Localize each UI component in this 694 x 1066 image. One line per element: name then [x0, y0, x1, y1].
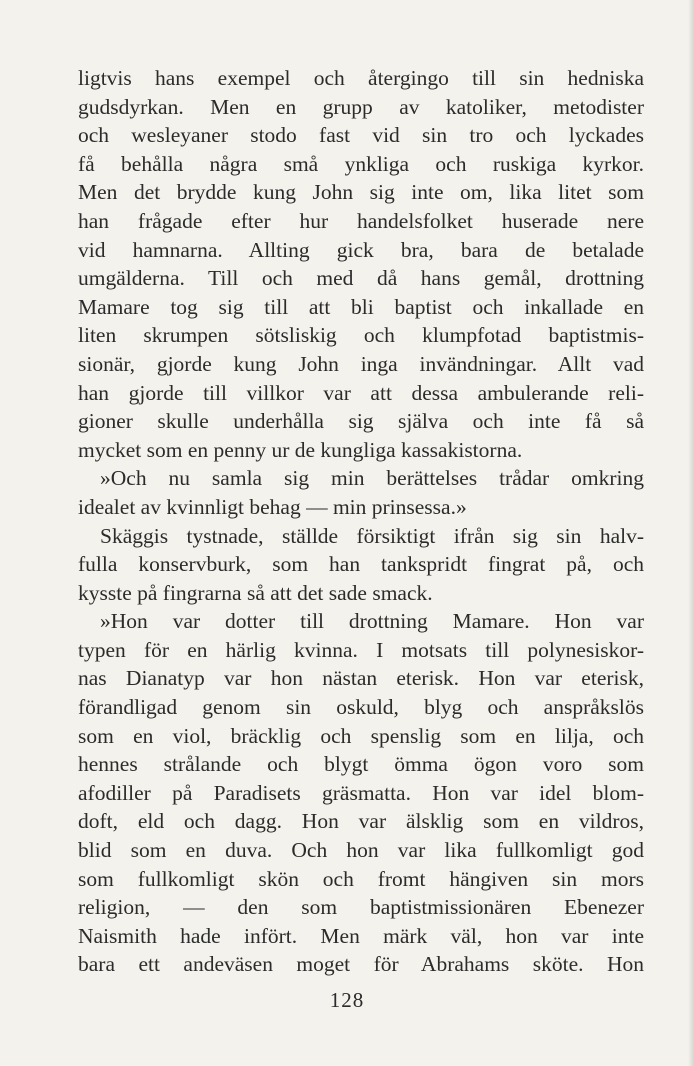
text-line: Mamare tog sig till att bli baptist och inkallade en	[78, 294, 644, 319]
text-line: och wesleyaner stodo fast vid sin tro och lyckades	[78, 123, 644, 148]
text-line: förandligad genom sin oskuld, blyg och anspråkslös	[78, 695, 644, 720]
text-line: afodiller på Paradisets gräsmatta. Hon var idel blom-	[78, 780, 644, 805]
text-line: gudsdyrkan. Men en grupp av katoliker, metodister	[78, 94, 644, 119]
page-edge-shadow	[688, 0, 694, 1066]
text-line: bara ett andeväsen moget för Abrahams sköte. Hon	[78, 952, 644, 977]
text-line: »Och nu samla sig min berättelses trådar omkring	[100, 466, 644, 491]
text-line: mycket som en penny ur de kungliga kassakistorna.	[78, 437, 523, 462]
text-line: sionär, gjorde kung John inga invändningar. Allt vad	[78, 351, 644, 376]
text-line: blid som en duva. Och hon var lika fullkomligt god	[78, 838, 644, 863]
text-line: gioner skulle underhålla sig själva och inte få så	[78, 409, 644, 434]
text-line: umgälderna. Till och med då hans gemål, drottning	[78, 266, 644, 291]
text-line: doft, eld och dagg. Hon var älsklig som en vildros,	[78, 809, 644, 834]
text-line: hennes strålande och blygt ömma ögon voro som	[78, 752, 644, 777]
text-line: han frågade efter hur handelsfolket huserade nere	[78, 208, 644, 233]
text-line: nas Dianatyp var hon nästan eterisk. Hon var eterisk,	[78, 666, 644, 691]
text-line: som fullkomligt skön och fromt hängiven sin mors	[78, 866, 644, 891]
text-line: »Hon var dotter till drottning Mamare. Hon var	[100, 609, 644, 634]
text-line: fulla konservburk, som han tankspridt fingrat på, och	[78, 552, 644, 577]
text-line: typen för en härlig kvinna. I motsats till polynesiskor-	[78, 637, 644, 662]
body-text	[78, 64, 644, 979]
text-line: Men det brydde kung John sig inte om, lika litet som	[78, 180, 644, 205]
text-line: kysste på fingrarna så att det sade smack.	[78, 580, 433, 605]
text-line: Naismith hade infört. Men märk väl, hon var inte	[78, 923, 644, 948]
page-number: 128	[329, 988, 365, 1012]
text-line: vid hamnarna. Allting gick bra, bara de betalade	[78, 237, 644, 262]
text-line: få behålla några små ynkliga och ruskiga kyrkor.	[78, 151, 644, 176]
text-line: idealet av kvinnligt behag — min prinsessa.»	[78, 494, 467, 519]
text-line: liten skrumpen sötsliskig och klumpfotad baptistmis-	[78, 323, 644, 348]
text-line: som en viol, bräcklig och spenslig som en lilja, och	[78, 723, 644, 748]
text-line: Skäggis tystnade, ställde försiktigt ifrån sig sin halv-	[100, 523, 644, 548]
text-line: han gjorde till villkor var att dessa ambulerande reli-	[78, 380, 644, 405]
text-line: ligtvis hans exempel och återgingo till sin hedniska	[78, 66, 644, 90]
text-line: religion, — den som baptistmissionären Ebenezer	[78, 895, 644, 920]
